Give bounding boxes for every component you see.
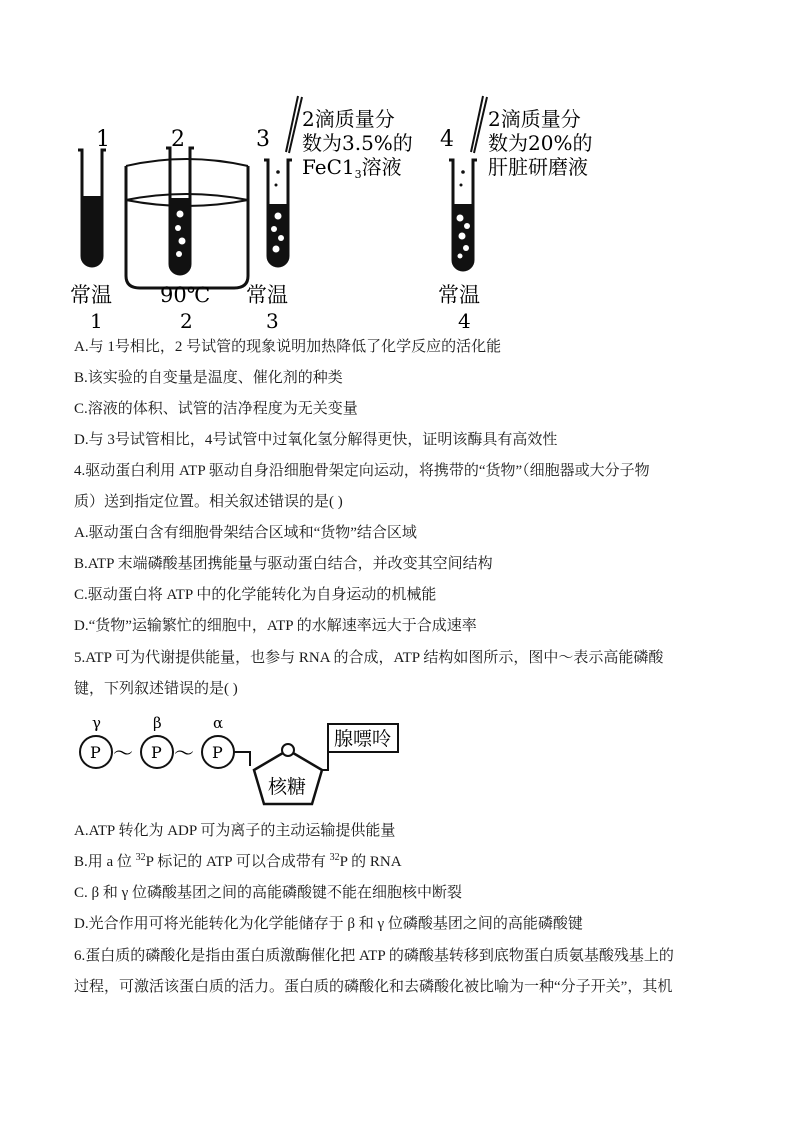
condition-label-3: 常温 xyxy=(246,283,288,307)
q4-option-b: B.ATP 末端磷酸基团携能量与驱动蛋白结合，并改变其空间结构 xyxy=(74,556,493,572)
q6-stem-line1: 6.蛋白质的磷酸化是指由蛋白质激酶催化把 ATP 的磷酸基转移到底物蛋白质氨基酸残基上的 xyxy=(74,948,674,964)
q5-option-d: D.光合作用可将光能转化为化学能储存于 β 和 γ 位磷酸基团之间的高能磷酸键 xyxy=(74,916,583,932)
callout-4-line2: 数为20%的 xyxy=(488,131,593,155)
callout-3-line3: $FeC1_3$溶液 xyxy=(302,155,402,181)
q3-option-c: C.溶液的体积、试管的洁净程度为无关变量 xyxy=(74,401,358,417)
q5-option-c: C. β 和 γ 位磷酸基团之间的高能磷酸键不能在细胞核中断裂 xyxy=(74,885,463,901)
condition-label-4: 常温 xyxy=(438,283,480,307)
callout-4-line3: 肝脏研磨液 xyxy=(488,155,588,179)
q4-option-d: D.“货物”运输繁忙的细胞中，ATP 的水解速率远大于合成速率 xyxy=(74,618,477,634)
condition-label-2: 90℃ xyxy=(160,283,211,307)
q3-option-b: B.该实验的自变量是温度、催化剂的种类 xyxy=(74,370,343,386)
dropper-3 xyxy=(286,96,302,153)
gamma-label: γ xyxy=(92,714,101,732)
test-tube-2-in-beaker xyxy=(126,148,248,288)
q5-stem-line2: 键，下列叙述错误的是( ) xyxy=(74,681,238,697)
q4-option-c: C.驱动蛋白将 ATP 中的化学能转化为自身运动的机械能 xyxy=(74,587,437,603)
q5-option-b: B.用 a 位 $^{32}$P 标记的 ATP 可以合成带有 $^{32}$P 的 RNA xyxy=(74,852,402,870)
test-tube-3 xyxy=(264,160,292,266)
p-label-gamma: P xyxy=(90,743,101,762)
p-label-alpha: P xyxy=(212,743,223,762)
high-energy-bond-1: ～ xyxy=(113,741,133,765)
high-energy-bond-2: ～ xyxy=(174,741,194,765)
q3-option-a: A.与 1号相比，2 号试管的现象说明加热降低了化学反应的活化能 xyxy=(74,339,502,355)
dropper-4 xyxy=(471,96,487,153)
adenine-label: 腺嘌呤 xyxy=(334,728,392,750)
ribose-label: 核糖 xyxy=(268,776,307,798)
callout-4-line1: 2滴质量分 xyxy=(488,107,581,131)
tube-number-2: 2 xyxy=(171,127,185,152)
atp-structure-diagram xyxy=(70,710,410,810)
beta-label: β xyxy=(153,714,162,732)
q4-option-a: A.驱动蛋白含有细胞骨架结合区域和“货物”结合区域 xyxy=(74,525,417,541)
q5-option-a: A.ATP 转化为 ADP 可为离子的主动运输提供能量 xyxy=(74,823,396,839)
p-label-beta: P xyxy=(151,743,162,762)
q4-stem-line2: 质）送到指定位置。相关叙述错误的是( ) xyxy=(74,494,343,510)
bottom-number-1: 1 xyxy=(90,309,103,333)
condition-label-1: 常温 xyxy=(70,283,112,307)
tube-number-4: 4 xyxy=(440,127,454,152)
test-tube-4 xyxy=(449,160,477,270)
q4-stem-line1: 4.驱动蛋白利用 ATP 驱动自身沿细胞骨架定向运动，将携带的“货物”（细胞器或大分子物 xyxy=(74,463,650,479)
bottom-number-2: 2 xyxy=(180,309,193,333)
q6-stem-line2: 过程，可激活该蛋白质的活力。蛋白质的磷酸化和去磷酸化被比喻为一种“分子开关”，其机 xyxy=(74,979,673,995)
bottom-number-3: 3 xyxy=(266,309,279,333)
callout-3-line2: 数为3.5%的 xyxy=(302,131,413,155)
q5-stem-line1: 5.ATP 可为代谢提供能量，也参与 RNA 的合成，ATP 结构如图所示，图中～表示高能磷酸 xyxy=(74,650,664,666)
alpha-label: α xyxy=(213,714,224,732)
test-tube-1 xyxy=(78,150,106,266)
test-tube-figure xyxy=(60,88,640,333)
bottom-number-4: 4 xyxy=(458,309,471,333)
q3-option-d: D.与 3号试管相比，4号试管中过氧化氢分解得更快，证明该酶具有高效性 xyxy=(74,432,558,448)
tube-number-3: 3 xyxy=(256,127,270,152)
callout-3-line1: 2滴质量分 xyxy=(302,107,395,131)
tube-number-1: 1 xyxy=(96,127,110,152)
